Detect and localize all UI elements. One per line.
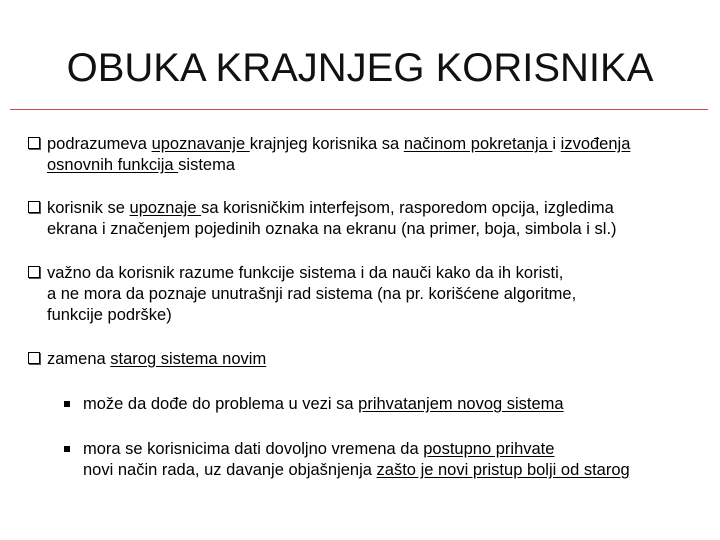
underlined-text: starog sistema novim [110, 350, 267, 368]
page-title: OBUKA KRAJNJEG KORISNIKA [66, 46, 654, 90]
underlined-text: upoznavanje [151, 135, 250, 153]
bullet-item [28, 349, 266, 370]
bullet-line: važno da korisnik razume funkcije sistema i da nauči kako da ih koristi, [47, 264, 564, 282]
checkbox-bullet-icon [28, 201, 40, 213]
bullet-item [28, 263, 576, 326]
text-run: korisnik se [47, 199, 130, 217]
checkbox-bullet-icon [28, 137, 40, 149]
underlined-text: načinom pokretanja [403, 135, 553, 153]
underlined-text: osnovnih funkcija [47, 156, 179, 174]
underlined-text: izvođenja [560, 135, 631, 153]
bullet-line: funkcije podrške) [47, 306, 172, 324]
text-run: mora se korisnicima dati dovoljno vremena da [83, 440, 424, 458]
text-run: novi način rada, uz davanje objašnjenja [83, 461, 377, 479]
underlined-text: prihvatanjem novog sistema [358, 395, 564, 413]
checkbox-bullet-icon [28, 352, 40, 364]
bullet-line [47, 155, 630, 176]
underlined-text: postupno prihvate [423, 440, 555, 458]
text-run: može da dođe do problema u vezi sa [83, 395, 359, 413]
underlined-text: zašto je novi pristup bolji od starog [376, 461, 630, 479]
bullet-line: a ne mora da poznaje unutrašnji rad sistema (na pr. korišćene algoritme, [47, 285, 577, 303]
text-run: krajnjeg korisnika sa [249, 135, 404, 153]
sub-bullet-item [64, 394, 564, 415]
text-run: zamena [47, 350, 111, 368]
bullet-line [47, 134, 630, 155]
sub-bullet-line [83, 460, 630, 481]
title-divider [10, 109, 708, 110]
bullet-line: ekrana i značenjem pojedinih oznaka na ekranu (na primer, boja, simbola i sl.) [47, 220, 617, 238]
sub-bullet-item [64, 439, 630, 481]
square-bullet-icon [64, 446, 70, 452]
checkbox-bullet-icon [28, 266, 40, 278]
bullet-item [28, 198, 617, 240]
sub-bullet-line [83, 394, 564, 415]
text-run: sistema [178, 156, 236, 174]
text-run: i [552, 135, 561, 153]
text-run: sa korisničkim interfejsom, rasporedom opcija, izgledima [201, 199, 614, 217]
square-bullet-icon [64, 401, 70, 407]
text-run: podrazumeva [47, 135, 152, 153]
sub-bullet-line [83, 439, 630, 460]
underlined-text: upoznaje [129, 199, 202, 217]
bullet-item [28, 134, 630, 176]
bullet-line [47, 349, 266, 370]
bullet-line [47, 198, 617, 219]
